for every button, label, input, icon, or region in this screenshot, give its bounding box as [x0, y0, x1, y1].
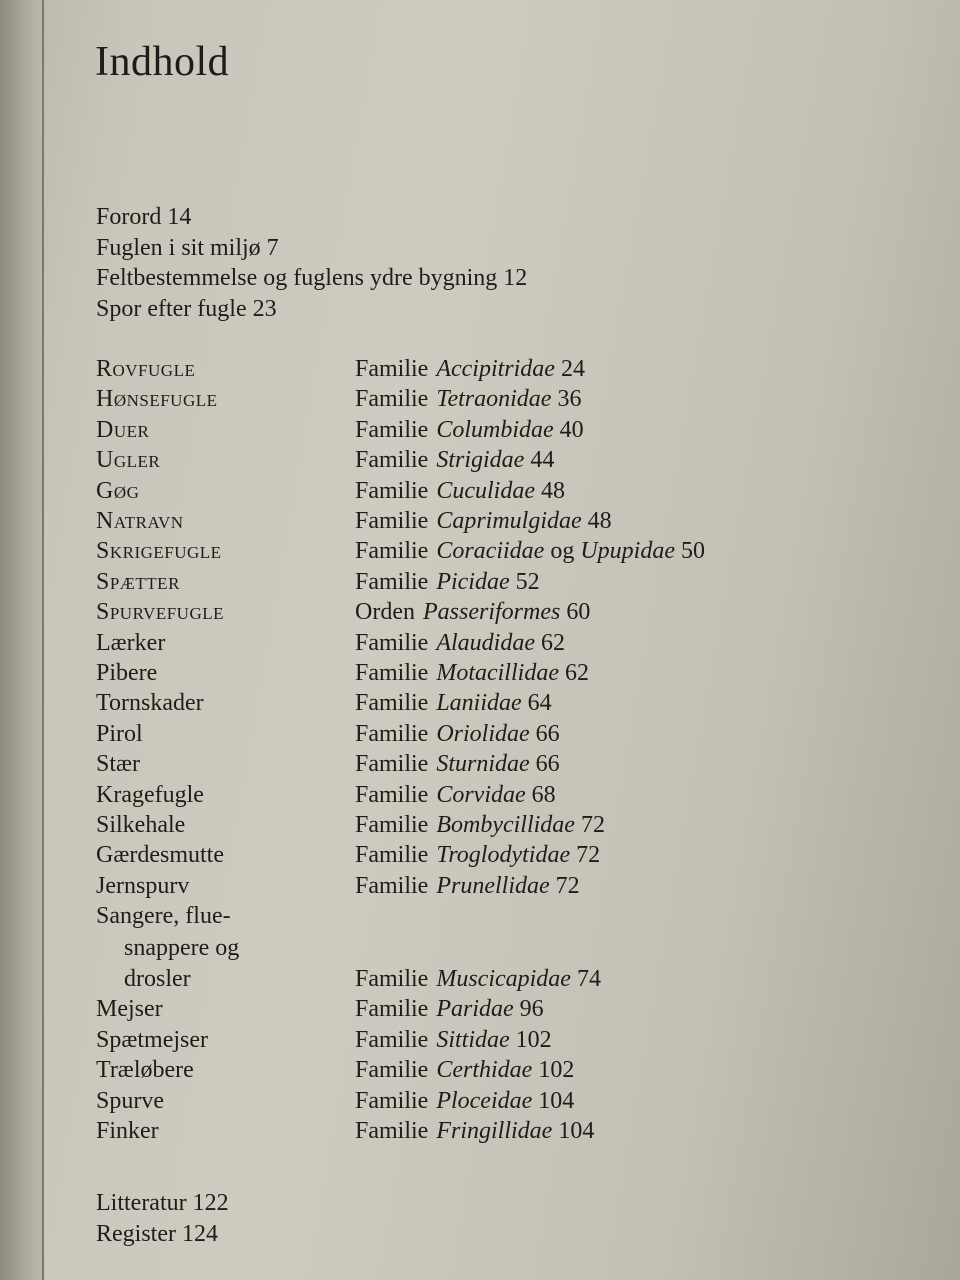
- toc-taxon: Troglodytidae: [436, 842, 571, 869]
- toc-page-number: 62: [564, 660, 589, 686]
- toc-taxon: Muscicapidae: [436, 966, 571, 992]
- toc-rank: Familie: [355, 416, 429, 443]
- toc-taxon-entry: [355, 840, 600, 870]
- toc-taxon-entry: [355, 597, 590, 627]
- toc-taxon: Sturnidae: [436, 751, 530, 778]
- toc-taxon-entry: [355, 567, 540, 597]
- toc-bird-name: Spurve: [96, 1087, 164, 1114]
- toc-bird-name: Rovfugle: [96, 356, 196, 382]
- toc-bird-name: Sangere, flue-: [96, 903, 231, 930]
- toc-rank: Familie: [355, 508, 429, 534]
- toc-bird-name: Lærker: [96, 629, 166, 656]
- toc-rank: Familie: [355, 812, 429, 838]
- toc-bird-name: drosler: [124, 966, 191, 992]
- toc-taxon-entry: [355, 476, 565, 506]
- toc-outro-register: Register 124: [96, 1221, 218, 1247]
- toc-rank: Familie: [355, 690, 429, 717]
- toc-page-number: 62: [540, 629, 565, 656]
- toc-bird-name: Gærdesmutte: [96, 842, 224, 869]
- toc-page-number: 66: [535, 751, 560, 778]
- toc-taxon-entry: [355, 1025, 552, 1055]
- toc-page-number: 48: [587, 508, 612, 534]
- toc-page-number: 52: [515, 568, 540, 595]
- toc-page-number: 44: [530, 447, 555, 474]
- toc-bird-name: Pibere: [96, 660, 158, 686]
- toc-page-number: 96: [519, 996, 544, 1023]
- toc-intro-forord: Forord 14: [96, 204, 192, 230]
- toc-bird-name: Mejser: [96, 996, 163, 1023]
- toc-bird-name: Jernspurv: [96, 872, 190, 899]
- toc-page-number: 66: [535, 720, 560, 747]
- book-gutter: [0, 0, 44, 1280]
- toc-page-number: 40: [559, 416, 584, 443]
- toc-taxon: Ploceidae: [436, 1087, 533, 1114]
- toc-bird-name: Stær: [96, 751, 141, 778]
- toc-page-number: 72: [580, 812, 605, 838]
- toc-taxon: Caprimulgidae: [436, 508, 582, 534]
- toc-page-number: 74: [576, 966, 601, 992]
- toc-page-number: 104: [558, 1118, 595, 1144]
- toc-taxon-entry: [355, 719, 560, 749]
- toc-rank: Familie: [355, 1118, 429, 1144]
- toc-taxon: Accipitridae: [436, 356, 555, 382]
- toc-taxon-entry: [355, 1116, 594, 1146]
- toc-rank: Familie: [355, 996, 429, 1023]
- page-title: Indhold: [95, 39, 230, 85]
- toc-bird-name: Tornskader: [96, 690, 204, 717]
- toc-taxon: Fringillidae: [436, 1118, 553, 1144]
- toc-intro-spor: Spor efter fugle 23: [96, 296, 277, 322]
- toc-taxon: Picidae: [436, 568, 510, 595]
- toc-intro-miljo: Fuglen i sit miljø 7: [96, 235, 279, 261]
- toc-page-number: 36: [557, 386, 582, 413]
- toc-rank: Familie: [355, 1057, 429, 1084]
- toc-taxon: Cuculidae: [436, 477, 535, 504]
- toc-taxon: Tetraonidae: [436, 386, 552, 413]
- toc-rank: Familie: [355, 538, 429, 565]
- toc-bird-name: Ugler: [96, 447, 161, 474]
- toc-bird-name: Hønsefugle: [96, 386, 218, 413]
- toc-bird-name: Spætmejser: [96, 1026, 208, 1053]
- toc-page-number: 104: [538, 1087, 575, 1114]
- toc-joiner: og: [550, 538, 575, 565]
- toc-taxon-entry: [355, 871, 580, 901]
- toc-taxon: Passeriformes: [422, 599, 561, 626]
- toc-rank: Familie: [355, 966, 429, 992]
- toc-taxon: Certhidae: [436, 1057, 533, 1084]
- toc-bird-name: snappere og: [124, 934, 240, 961]
- toc-rank: Familie: [355, 1026, 429, 1053]
- toc-taxon-entry: [355, 658, 589, 688]
- toc-taxon-entry: [355, 780, 556, 810]
- toc-bird-name: Finker: [96, 1118, 159, 1144]
- toc-page-number: 60: [566, 599, 591, 626]
- toc-bird-name: Skrigefugle: [96, 538, 222, 565]
- toc-taxon: Prunellidae: [436, 872, 550, 899]
- toc-rank: Familie: [355, 356, 429, 382]
- toc-taxon-entry: [355, 749, 560, 779]
- toc-rank: Familie: [355, 660, 429, 686]
- toc-taxon-entry: [355, 628, 565, 658]
- toc-taxon-entry: [355, 384, 581, 414]
- toc-bird-name: Spætter: [96, 568, 180, 595]
- toc-rank: Familie: [355, 477, 429, 504]
- toc-bird-name: Duer: [96, 416, 150, 443]
- toc-bird-name: Natravn: [96, 508, 184, 534]
- toc-taxon-entry: [355, 354, 585, 384]
- toc-rank: Orden: [355, 599, 415, 626]
- toc-intro-feltbestemmelse: Feltbestemmelse og fuglens ydre bygning 12: [96, 265, 528, 291]
- toc-rank: Familie: [355, 872, 429, 899]
- toc-taxon-entry: [355, 445, 554, 475]
- toc-rank: Familie: [355, 629, 429, 656]
- toc-outro-litteratur: Litteratur 122: [96, 1190, 229, 1216]
- toc-taxon-entry: [355, 1055, 574, 1085]
- toc-taxon: Sittidae: [436, 1026, 510, 1053]
- toc-taxon-entry: [355, 964, 601, 994]
- toc-page-number: 48: [540, 477, 565, 504]
- toc-taxon-entry: [355, 536, 705, 566]
- toc-bird-name: Pirol: [96, 720, 143, 747]
- toc-page-number: 102: [538, 1057, 575, 1084]
- toc-page-number: 102: [515, 1026, 552, 1053]
- toc-bird-name: Spurvefugle: [96, 599, 224, 626]
- toc-rank: Familie: [355, 720, 429, 747]
- toc-taxon: Oriolidae: [436, 720, 530, 747]
- toc-taxon-entry: [355, 506, 612, 536]
- toc-bird-name: Silkehale: [96, 812, 186, 838]
- toc-taxon-entry: [355, 415, 584, 445]
- toc-taxon-entry: [355, 994, 544, 1024]
- toc-bird-name: Træløbere: [96, 1057, 194, 1084]
- toc-taxon: Columbidae: [436, 416, 554, 443]
- toc-page-number: 72: [576, 842, 601, 869]
- toc-page-number: 24: [560, 356, 585, 382]
- toc-page-number: 50: [680, 538, 705, 565]
- toc-page-number: 68: [531, 781, 556, 808]
- toc-page-number: 72: [555, 872, 580, 899]
- toc-taxon: Motacillidae: [436, 660, 559, 686]
- toc-taxon: Coraciidae: [436, 538, 545, 565]
- toc-page-number: 64: [527, 690, 552, 717]
- toc-rank: Familie: [355, 447, 429, 474]
- toc-rank: Familie: [355, 1087, 429, 1114]
- toc-taxon: Alaudidae: [436, 629, 535, 656]
- toc-taxon: Laniidae: [436, 690, 522, 717]
- toc-rank: Familie: [355, 781, 429, 808]
- toc-taxon: Upupidae: [580, 538, 675, 565]
- toc-rank: Familie: [355, 842, 429, 869]
- toc-bird-name: Kragefugle: [96, 781, 204, 808]
- page-edge: [42, 0, 44, 1280]
- toc-taxon: Strigidae: [436, 447, 525, 474]
- toc-taxon-entry: [355, 810, 605, 840]
- toc-bird-name: Gøg: [96, 477, 140, 504]
- toc-taxon-entry: [355, 688, 552, 718]
- toc-taxon: Bombycillidae: [436, 812, 575, 838]
- toc-taxon-entry: [355, 1086, 574, 1116]
- toc-taxon: Corvidae: [436, 781, 526, 808]
- toc-rank: Familie: [355, 751, 429, 778]
- toc-rank: Familie: [355, 568, 429, 595]
- toc-rank: Familie: [355, 386, 429, 413]
- toc-taxon: Paridae: [436, 996, 514, 1023]
